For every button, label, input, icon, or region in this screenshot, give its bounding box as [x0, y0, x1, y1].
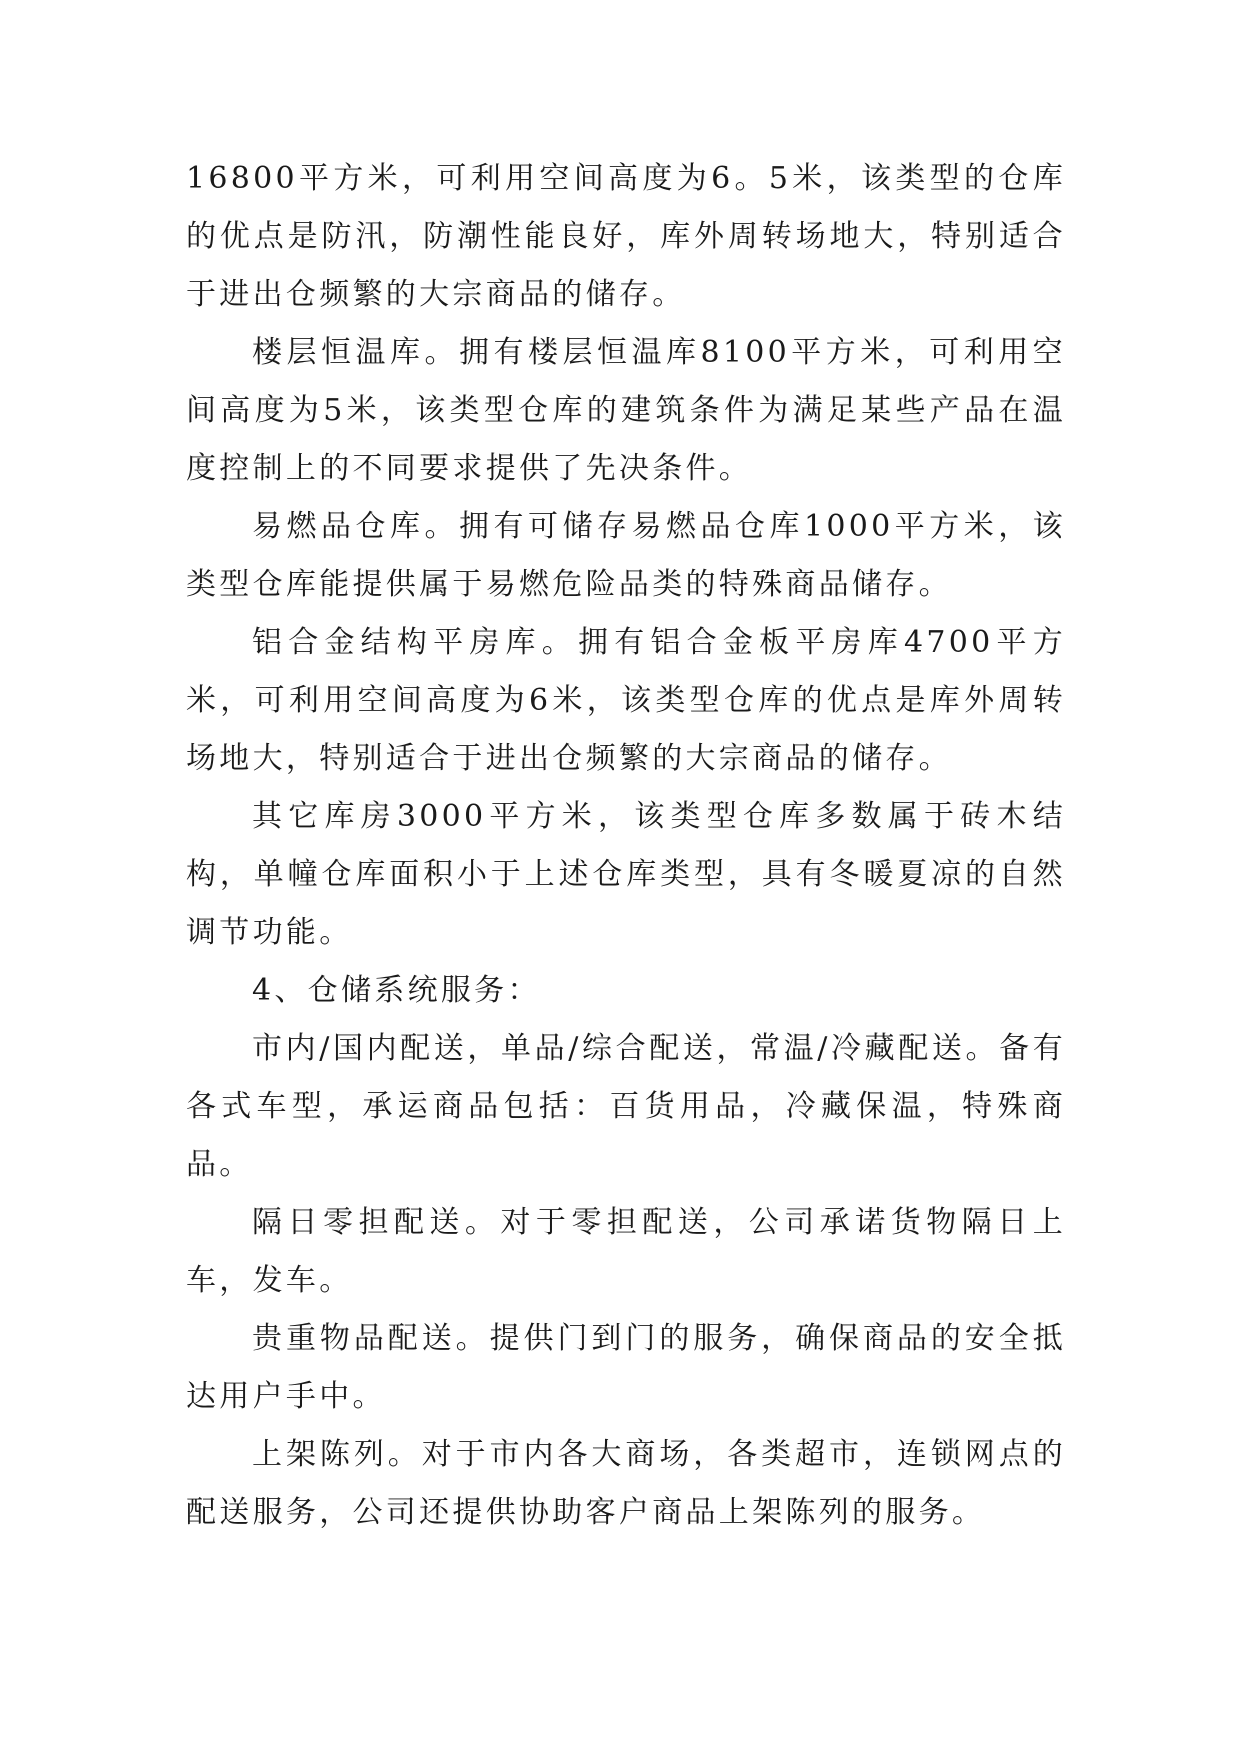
paragraph-aluminum-warehouse: 铝合金结构平房库。拥有铝合金板平房库4700平方米，可利用空间高度为6米，该类型仓库的优点是库外周转场地大，特别适合于进出仓频繁的大宗商品的储存。	[186, 625, 1066, 776]
paragraph-constant-temp-warehouse: 楼层恒温库。拥有楼层恒温库8100平方米，可利用空间高度为5米，该类型仓库的建筑条件为满足某些产品在温度控制上的不同要求提供了先决条件。	[186, 335, 1066, 486]
section-heading-storage-services: 4、仓储系统服务：	[252, 973, 541, 1008]
paragraph-other-warehouses: 其它库房3000平方米，该类型仓库多数属于砖木结构，单幢仓库面积小于上述仓库类型，具有冬暖夏凉的自然调节功能。	[186, 799, 1066, 950]
paragraph-flammable-warehouse: 易燃品仓库。拥有可储存易燃品仓库1000平方米，该类型仓库能提供属于易燃危险品类的特殊商品储存。	[186, 509, 1066, 602]
paragraph-warehouse-continued: 16800平方米，可利用空间高度为6。5米，该类型的仓库的优点是防汛，防潮性能良好，库外周转场地大，特别适合于进出仓频繁的大宗商品的储存。	[186, 161, 1066, 312]
paragraph-ltl-delivery: 隔日零担配送。对于零担配送，公司承诺货物隔日上车，发车。	[186, 1205, 1066, 1298]
paragraph-valuables-delivery: 贵重物品配送。提供门到门的服务，确保商品的安全抵达用户手中。	[186, 1321, 1066, 1414]
document-page	[186, 150, 1066, 1542]
paragraph-delivery-types: 市内/国内配送，单品/综合配送，常温/冷藏配送。备有各式车型，承运商品包括：百货用品，冷藏保温，特殊商品。	[186, 1031, 1066, 1182]
paragraph-shelf-display: 上架陈列。对于市内各大商场，各类超市，连锁网点的配送服务，公司还提供协助客户商品上架陈列的服务。	[186, 1437, 1066, 1530]
